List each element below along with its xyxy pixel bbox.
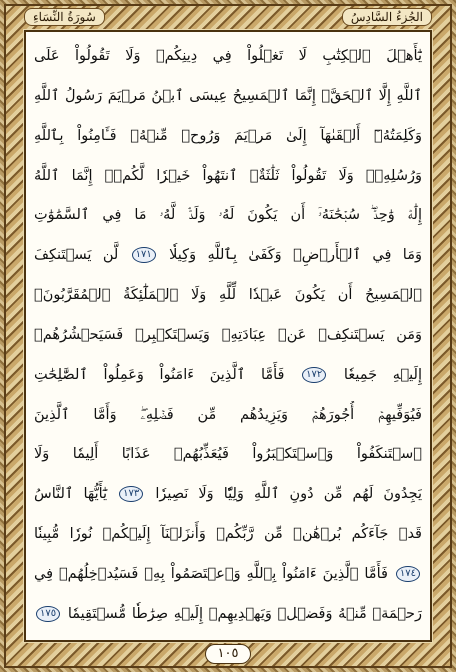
page-footer	[0, 644, 456, 664]
verse-line	[34, 42, 422, 70]
juz-label: الجُزءُ السَّادِسُ	[342, 8, 432, 26]
verse-line	[34, 560, 422, 588]
verse-line	[34, 361, 422, 389]
verse-text: وَمَن يَسۡتَنكِفۡ عَنۡ عِبَادَتِهِۦ وَيَسۡتَكۡبِرۡ فَسَيَحۡشُرُهُمۡ	[34, 326, 422, 343]
verse-text: وَكَلِمَتُهُۥٓ أَلۡقَىٰهَآ إِلَىٰ مَرۡيَمَ وَرُوحٞ مِّنۡهُۖ فَـَٔامِنُواْ بِٱللَّهِ	[34, 127, 422, 144]
verse-line	[34, 162, 422, 190]
verse-text: ٱللَّهِ إِلَّا ٱلۡحَقَّۚ إِنَّمَا ٱلۡمَسِيحُ عِيسَى ٱبۡنُ مَرۡيَمَ رَسُولُ ٱللَّهِ	[34, 87, 422, 104]
verse-text: رَحۡمَةٖ مِّنۡهُ وَفَضۡلٖ وَيَهۡدِيهِمۡ إِلَيۡهِ صِرَٰطٗا مُّسۡتَقِيمٗا	[67, 605, 422, 622]
verse-line	[34, 122, 422, 150]
verse-text: فَيُوَفِّيهِمۡ أُجُورَهُمۡ وَيَزِيدُهُم مِّن فَضۡلِهِۦۖ وَأَمَّا ٱلَّذِينَ	[34, 406, 422, 423]
verse-text: قَدۡ جَآءَكُم بُرۡهَٰنٞ مِّن رَّبِّكُمۡ وَأَنزَلۡنَآ إِلَيۡكُمۡ نُورٗا مُّبِينٗا	[34, 526, 422, 543]
verse-line	[34, 321, 422, 349]
ayah-number-marker: ١٧٤	[396, 566, 420, 582]
ayah-number-marker: ١٧١	[132, 247, 156, 263]
verse-line	[34, 600, 422, 628]
ayah-number-marker: ١٧٢	[302, 367, 326, 383]
verse-text: لَّن يَسۡتَنكِفَ	[34, 247, 119, 264]
ayah-number-marker: ١٧٣	[119, 486, 143, 502]
verse-text: فَأَمَّا ٱلَّذِينَ ءَامَنُواْ وَعَمِلُواْ ٱلصَّٰلِحَٰتِ	[34, 366, 285, 383]
verse-text: إِلَٰهٞ وَٰحِدٞۖ سُبۡحَٰنَهُۥٓ أَن يَكُونَ لَهُۥ وَلَدٞۘ لَّهُۥ مَا فِي ٱلسَّمَٰوَٰتِ	[34, 207, 422, 224]
verse-line	[34, 241, 422, 269]
verse-text: ٱسۡتَنكَفُواْ وَٱسۡتَكۡبَرُواْ فَيُعَذِّبُهُمۡ عَذَابًا أَلِيمٗا وَلَا	[34, 446, 422, 463]
verse-text: ٱلۡمَسِيحُ أَن يَكُونَ عَبۡدٗا لِّلَّهِ وَلَا ٱلۡمَلَٰٓئِكَةُ ٱلۡمُقَرَّبُونَۚ	[34, 287, 422, 304]
verse-line	[34, 82, 422, 110]
surah-name-label: سُورَةُ النِّسَاءِ	[24, 8, 105, 26]
verse-text: وَمَا فِي ٱلۡأَرۡضِۗ وَكَفَىٰ بِٱللَّهِ وَكِيلٗا	[169, 247, 422, 264]
verse-text: يَٰٓأَهۡلَ ٱلۡكِتَٰبِ لَا تَغۡلُواْ فِي دِينِكُمۡ وَلَا تَقُولُواْ عَلَى	[34, 48, 422, 64]
verse-line	[34, 401, 422, 429]
verse-text: إِلَيۡهِ جَمِيعٗا	[343, 366, 422, 383]
verse-line	[34, 480, 422, 508]
verse-line	[34, 440, 422, 468]
verse-text: يَجِدُونَ لَهُم مِّن دُونِ ٱللَّهِ وَلِيّٗا وَلَا نَصِيرٗا	[155, 486, 422, 503]
verse-line	[34, 281, 422, 309]
verse-line	[34, 520, 422, 548]
verse-text: وَرُسُلِهِۦۖ وَلَا تَقُولُواْ ثَلَٰثَةٌۚ ٱنتَهُواْ خَيۡرٗا لَّكُمۡۚ إِنَّمَا ٱللَّهُ	[34, 167, 422, 184]
page-number: ١٠٥	[205, 644, 252, 664]
ayah-number-marker: ١٧٥	[36, 606, 60, 622]
verse-text: فَأَمَّا ٱلَّذِينَ ءَامَنُواْ بِٱللَّهِ وَٱعۡتَصَمُواْ بِهِۦ فَسَيُدۡخِلُهُمۡ فِي	[34, 565, 388, 582]
verse-text: يَٰٓأَيُّهَا ٱلنَّاسُ	[34, 486, 108, 503]
verse-text-block	[34, 42, 422, 628]
page-header	[24, 7, 432, 27]
verse-line	[34, 201, 422, 229]
